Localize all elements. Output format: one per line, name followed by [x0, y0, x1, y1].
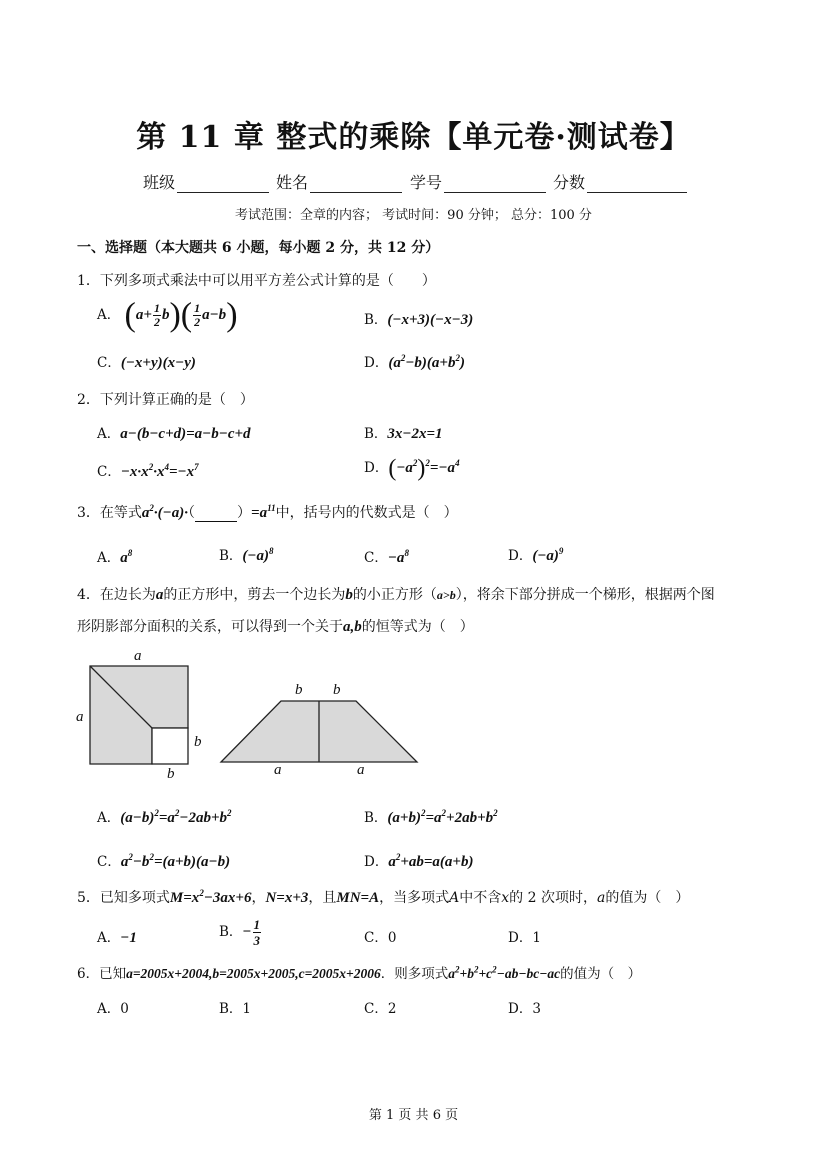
- q1-option-b[interactable]: B．(−x+3)(−x−3): [364, 312, 474, 328]
- q3-stem: 3．在等式$a^2\cdot(-a)\cdot$（ ）$=a^{11}$中，括号内的代数式是（ ）: [77, 503, 458, 521]
- q2-c-expr: $-x\cdot x^2\cdot x^4=-x^7$: [120, 462, 199, 480]
- score-field: [553, 170, 687, 193]
- q5-stem: 5．已知多项式$M=x^2-3ax+6$，N=x+3，且MN=A，当多项式A中不含x的 2 次项时，a的值为（ ）: [77, 888, 690, 906]
- id-label: 学号: [410, 173, 443, 192]
- q5-option-a[interactable]: A．−1: [97, 930, 137, 946]
- q1-stem: 1．下列多项式乘法中可以用平方差公式计算的是（ ）: [77, 273, 436, 289]
- q4-label-trap-b1: b: [295, 682, 303, 698]
- q6-option-c[interactable]: C．2: [364, 1001, 397, 1017]
- q1-b-expr: (−x+3)(−x−3): [387, 312, 474, 328]
- score-blank[interactable]: [587, 176, 687, 193]
- q3-option-d[interactable]: D．$(-a)^9$: [508, 546, 564, 564]
- q6-option-d[interactable]: D．3: [508, 1001, 541, 1017]
- q1-d-expr: $(a^2-b)(a+b^2)$: [388, 353, 465, 371]
- q3-option-b[interactable]: B．$(-a)^8$: [219, 546, 274, 564]
- name-label: 姓名: [276, 173, 309, 192]
- q1-option-d[interactable]: D．$(a^2-b)(a+b^2)$: [364, 353, 465, 371]
- q4-option-d[interactable]: D．$a^2+ab=a(a+b)$: [364, 852, 474, 870]
- q4-small-square: [152, 728, 188, 764]
- name-field: [276, 170, 402, 193]
- q2-option-b[interactable]: B．3x−2x=1: [364, 426, 443, 442]
- q4-label-bottom-b: b: [167, 766, 175, 782]
- q4-label-trap-b2: b: [333, 682, 341, 698]
- page-footer: 第 1 页 共 6 页: [368, 1108, 459, 1123]
- q1-c-expr: (−x+y)(x−y): [120, 355, 196, 371]
- q1-option-a[interactable]: A． (a+ $\frac{1}{2}$ b)( $\frac{1}{2}$ a−b): [97, 296, 238, 334]
- q4-label-top-a: a: [134, 648, 142, 664]
- q4-stem-line2: 形阴影部分面积的关系，可以得到一个关于a,b的恒等式为（ ）: [77, 619, 474, 635]
- q4-label-left-a: a: [76, 709, 84, 725]
- class-field: [143, 170, 269, 193]
- q3-answer-blank[interactable]: [195, 507, 237, 522]
- q4-label-trap-a2: a: [357, 762, 365, 778]
- q2-b-expr: 3x−2x=1: [387, 426, 443, 442]
- page-title: 第 11 章 整式的乘除【单元卷·测试卷】: [136, 120, 691, 155]
- q4-stem-line1: 4．在边长为a的正方形中，剪去一个边长为b的小正方形（a>b），将余下部分拼成一个梯形，根据两个图: [77, 587, 715, 603]
- q6-option-b[interactable]: B．1: [219, 1001, 252, 1017]
- q1-a-expr: (a+ $\frac{1}{2}$ b)( $\frac{1}{2}$ a−b): [124, 296, 238, 334]
- q5-option-c[interactable]: C．0: [364, 930, 397, 946]
- q4-label-right-b: b: [194, 734, 202, 750]
- q2-option-d[interactable]: D．$(-a^2)^2=-a^4$: [364, 455, 460, 482]
- q3-option-a[interactable]: A．$a^8$: [97, 548, 133, 566]
- q2-option-a[interactable]: A．a−(b−c+d)=a−b−c+d: [97, 426, 251, 442]
- q4-figure: [70, 645, 430, 785]
- score-label: 分数: [553, 173, 586, 192]
- exam-meta: 考试范围：全章的内容； 考试时间：90 分钟； 总分：100 分: [235, 208, 592, 223]
- q4-label-trap-a1: a: [274, 762, 282, 778]
- q5-option-b[interactable]: B．− $\frac{1}{3}$: [219, 917, 261, 948]
- q2-d-expr: $(-a^2)^2=-a^4$: [388, 455, 460, 482]
- id-blank[interactable]: [444, 176, 546, 193]
- q6-stem: 6．已知a=2005x+2004,b=2005x+2005,c=2005x+2006．则多项式$a^2+b^2+c^2-ab-bc-ac$的值为（ ）: [77, 964, 642, 982]
- class-label: 班级: [143, 173, 176, 192]
- name-blank[interactable]: [310, 176, 402, 193]
- q4-option-c[interactable]: C．$a^2-b^2=(a+b)(a-b)$: [97, 852, 231, 870]
- section-heading: 一、选择题（本大题共 6 小题，每小题 2 分，共 12 分）: [77, 240, 440, 256]
- q6-option-a[interactable]: A．0: [97, 1001, 129, 1017]
- q3-option-c[interactable]: C．$-a^8$: [364, 548, 409, 566]
- q2-stem: 2．下列计算正确的是（ ）: [77, 392, 254, 408]
- q1-option-c[interactable]: C．(−x+y)(x−y): [97, 355, 196, 371]
- class-blank[interactable]: [177, 176, 269, 193]
- q5-option-d[interactable]: D．1: [508, 930, 541, 946]
- q2-a-expr: a−(b−c+d)=a−b−c+d: [120, 426, 251, 442]
- q2-option-c[interactable]: C．$-x\cdot x^2\cdot x^4=-x^7$: [97, 462, 199, 480]
- id-field: [410, 170, 546, 193]
- q4-option-b[interactable]: B．$(a+b)^2=a^2+2ab+b^2$: [364, 808, 498, 826]
- q4-option-a[interactable]: A．$(a-b)^2=a^2-2ab+b^2$: [97, 808, 232, 826]
